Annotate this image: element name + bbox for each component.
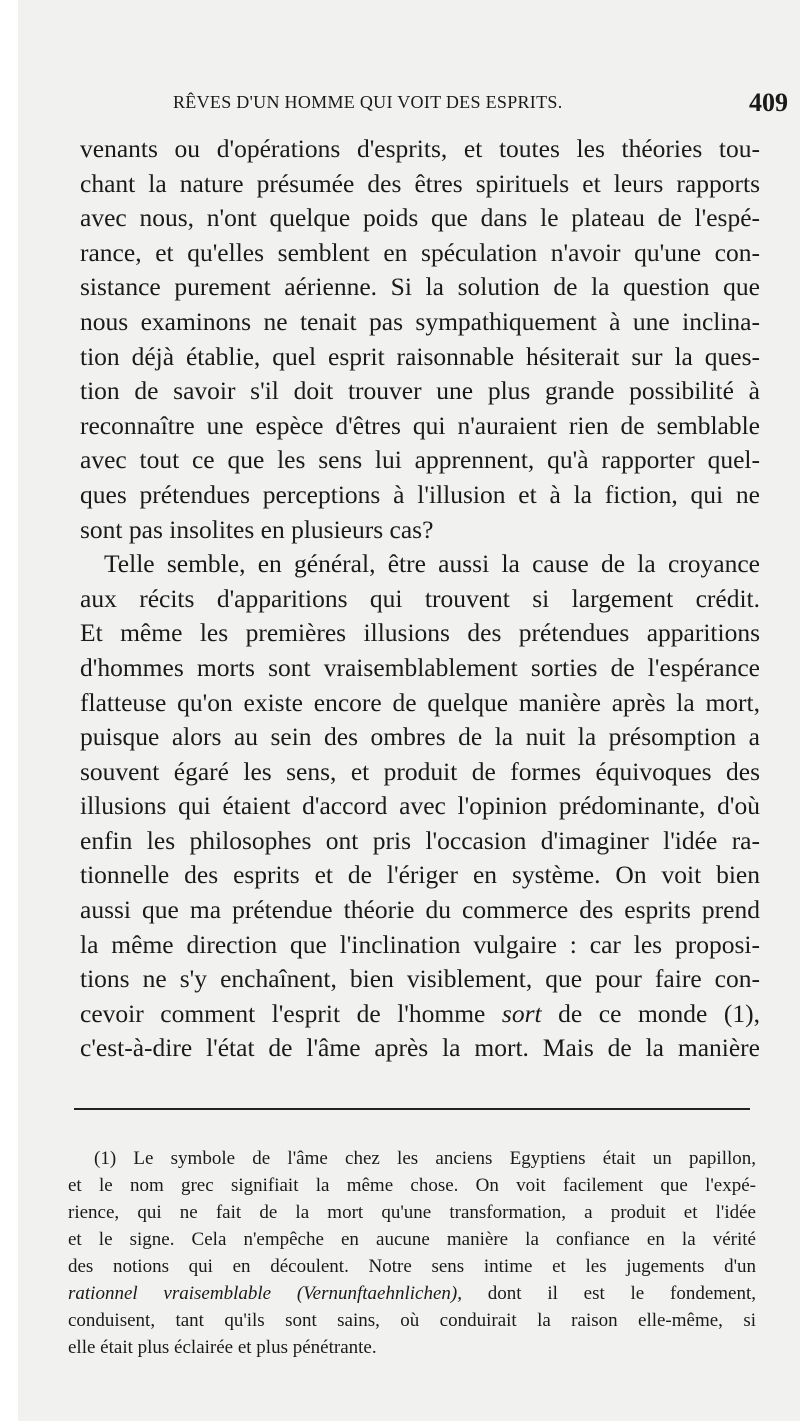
- text-line: reconnaître une espèce d'êtres qui n'auraient rien de semblable: [80, 410, 760, 440]
- italic-phrase: rationnel vraisemblable (Vernunftaehnlichen),: [68, 1283, 462, 1304]
- footnote-line: et le nom grec signifiait la même chose. On voit facilement que l'expé-: [68, 1175, 756, 1196]
- footnote-line: des notions qui en découlent. Notre sens intime et les jugements d'un: [68, 1256, 756, 1277]
- text-line: illusions qui étaient d'accord avec l'opinion prédominante, d'où: [80, 791, 760, 821]
- text-line: avec nous, n'ont quelque poids que dans le plateau de l'espé-: [80, 203, 760, 233]
- running-head: [173, 88, 788, 118]
- footnote-line: et le signe. Cela n'empêche en aucune manière la confiance en la vérité: [68, 1229, 756, 1250]
- text-line: avec tout ce que les sens lui apprennent, qu'à rapporter quel-: [80, 445, 760, 475]
- text-line: flatteuse qu'on existe encore de quelque manière après la mort,: [80, 687, 760, 717]
- main-text: [80, 132, 760, 1066]
- footnote-line: elle était plus éclairée et plus pénétrante.: [68, 1337, 377, 1358]
- text-line: nous examinons ne tenait pas sympathiquement à une inclina-: [80, 306, 760, 336]
- text-segment: dont il est le fondement,: [487, 1283, 757, 1304]
- text-segment: cevoir comment l'esprit de l'homme: [80, 998, 486, 1028]
- text-line: tions ne s'y enchaînent, bien visiblement, que pour faire con-: [80, 964, 760, 994]
- text-line: sistance purement aérienne. Si la solution de la question que: [80, 272, 760, 302]
- italic-word: sort: [501, 998, 542, 1028]
- text-line: venants ou d'opérations d'esprits, et toutes les théories tou-: [80, 134, 760, 163]
- text-line: rance, et qu'elles semblent en spéculation n'avoir qu'une con-: [80, 237, 760, 267]
- text-segment: de ce monde (1),: [558, 998, 760, 1028]
- text-line: Et même les premières illusions des prétendues apparitions: [80, 618, 760, 648]
- text-line: aux récits d'apparitions qui trouvent si largement crédit.: [80, 583, 760, 613]
- text-line: souvent égaré les sens, et produit de formes équivoques des: [80, 756, 760, 786]
- text-line: [80, 997, 760, 1032]
- footnote-line: rience, qui ne fait de la mort qu'une transformation, a produit et l'idée: [68, 1202, 756, 1223]
- text-line: d'hommes morts sont vraisemblablement sorties de l'espérance: [80, 652, 760, 682]
- page-number: 409: [749, 88, 788, 117]
- footnote-line: [68, 1280, 756, 1307]
- book-page: [18, 0, 800, 1421]
- text-line: Telle semble, en général, être aussi la cause de la croyance: [104, 549, 760, 579]
- text-line: la même direction que l'inclination vulgaire : car les proposi-: [80, 929, 760, 959]
- text-line: chant la nature présumée des êtres spirituels et leurs rapports: [80, 168, 760, 198]
- text-line: tionnelle des esprits et de l'ériger en système. On voit bien: [80, 860, 760, 890]
- text-line: aussi que ma prétendue théorie du commerce des esprits prend: [80, 895, 760, 925]
- footnote-line: conduisent, tant qu'ils sont sains, où conduirait la raison elle-même, si: [68, 1310, 756, 1331]
- footnote-rule: [74, 1108, 750, 1110]
- text-line: tion déjà établie, quel esprit raisonnable hésiterait sur la ques-: [80, 341, 760, 371]
- running-title: RÊVES D'UN HOMME QUI VOIT DES ESPRITS.: [173, 92, 563, 112]
- text-line: ques prétendues perceptions à l'illusion et à la fiction, qui ne: [80, 479, 760, 509]
- text-line: enfin les philosophes ont pris l'occasion d'imaginer l'idée ra-: [80, 825, 760, 855]
- text-line: tion de savoir s'il doit trouver une plus grande possibilité à: [80, 376, 760, 406]
- text-line: c'est-à-dire l'état de l'âme après la mort. Mais de la manière: [80, 1033, 760, 1063]
- text-line: sont pas insolites en plusieurs cas?: [80, 514, 434, 544]
- footnote: [68, 1145, 756, 1361]
- footnote-line: (1) Le symbole de l'âme chez les anciens Egyptiens était un papillon,: [94, 1148, 756, 1169]
- text-line: puisque alors au sein des ombres de la nuit la présomption a: [80, 722, 760, 752]
